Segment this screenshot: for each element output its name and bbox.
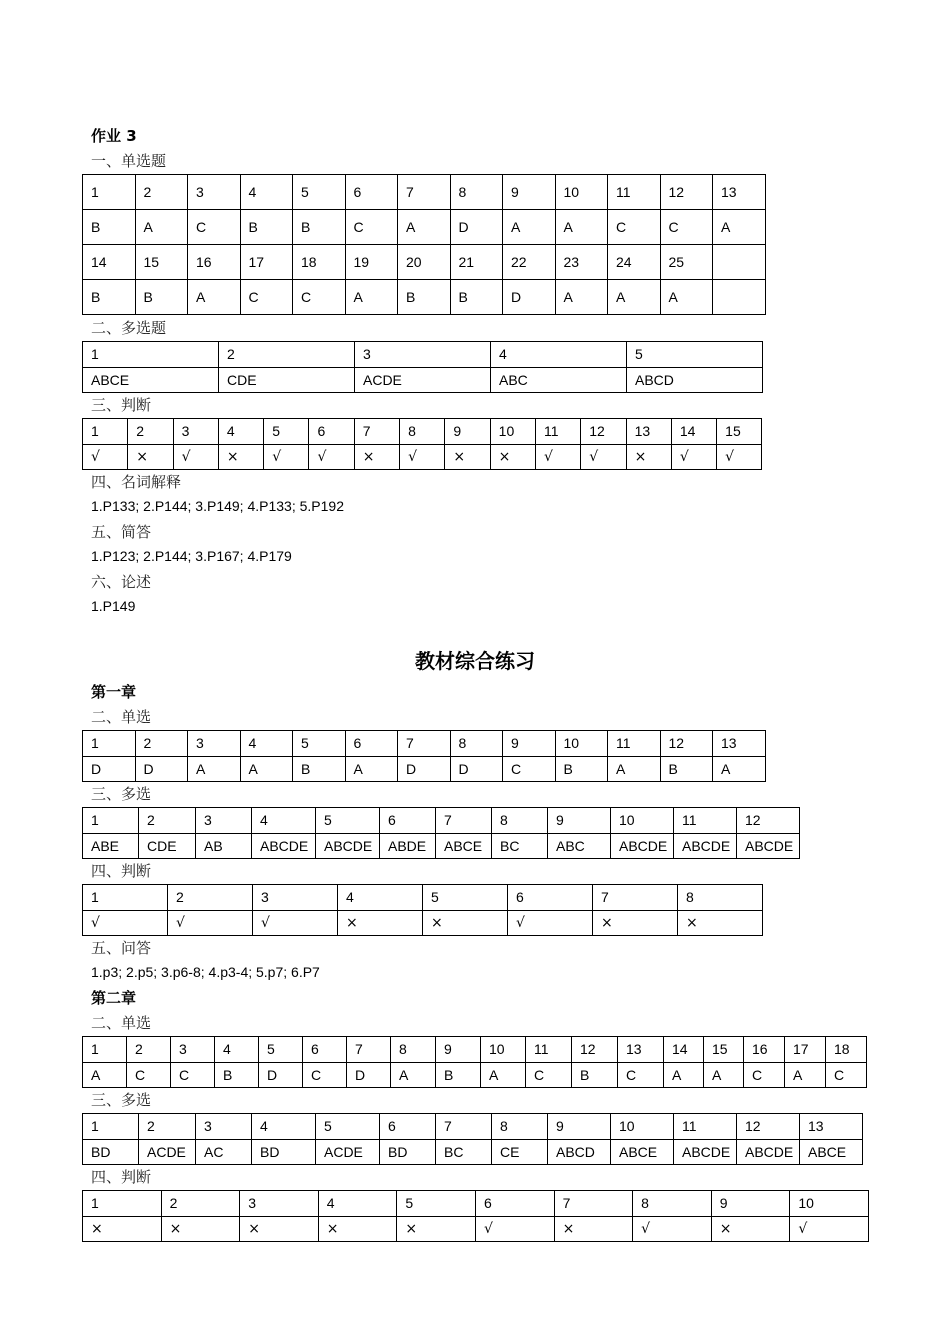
answer-cell: ABCDE	[674, 1139, 737, 1165]
answer-cell: ABCDE	[252, 833, 316, 859]
question-number-cell: 4	[215, 1037, 259, 1063]
question-number-cell: 5	[316, 1114, 380, 1140]
ch2-single-heading: 二、单选	[91, 1014, 152, 1032]
table-row	[83, 210, 766, 245]
table-row	[83, 342, 763, 368]
question-number-cell: 3	[188, 731, 241, 757]
answer-cell: √	[581, 444, 626, 470]
question-number-cell: 14	[83, 245, 136, 280]
answer-cell: D	[347, 1062, 391, 1088]
answer-cell: A	[608, 756, 661, 782]
question-number-cell: 8	[450, 175, 503, 210]
question-number-cell: 20	[398, 245, 451, 280]
answer-cell: √	[790, 1216, 869, 1242]
ch2-multi-table	[82, 1113, 863, 1165]
answer-cell: A	[188, 280, 241, 315]
answer-cell: √	[535, 444, 580, 470]
question-number-cell: 7	[436, 808, 492, 834]
answer-cell: B	[436, 1062, 481, 1088]
answer-cell: C	[345, 210, 398, 245]
answer-cell: √	[633, 1216, 712, 1242]
answer-cell: B	[215, 1062, 259, 1088]
question-number-cell: 11	[526, 1037, 572, 1063]
question-number-cell: 7	[554, 1191, 633, 1217]
question-number-cell: 2	[161, 1191, 240, 1217]
answer-cell: A	[240, 756, 293, 782]
question-number-cell: 13	[618, 1037, 664, 1063]
question-number-cell: 9	[548, 1114, 611, 1140]
answer-cell: B	[398, 280, 451, 315]
question-number-cell: 17	[785, 1037, 826, 1063]
question-number-cell: 6	[508, 885, 593, 911]
question-number-cell: 8	[633, 1191, 712, 1217]
hw3-multi-heading: 二、多选题	[91, 319, 167, 337]
answer-cell: B	[83, 210, 136, 245]
answer-cell: ×	[490, 444, 535, 470]
answer-cell: ABE	[83, 833, 139, 859]
hw3-title: 作业 3	[91, 127, 137, 145]
question-number-cell: 1	[83, 1191, 162, 1217]
table-row	[83, 367, 763, 393]
answer-cell: A	[664, 1062, 704, 1088]
answer-cell: A	[398, 210, 451, 245]
table-row	[83, 245, 766, 280]
question-number-cell: 16	[188, 245, 241, 280]
answer-cell: B	[293, 210, 346, 245]
question-number-cell: 2	[128, 419, 173, 445]
question-number-cell: 2	[139, 808, 196, 834]
question-number-cell: 23	[555, 245, 608, 280]
question-number-cell: 14	[664, 1037, 704, 1063]
hw3-multi-table	[82, 341, 763, 393]
question-number-cell: 4	[240, 731, 293, 757]
question-number-cell: 12	[581, 419, 626, 445]
question-number-cell: 5	[293, 731, 346, 757]
answer-cell: A	[503, 210, 556, 245]
question-number-cell: 1	[83, 1037, 127, 1063]
answer-cell: A	[555, 280, 608, 315]
answer-cell: ×	[354, 444, 399, 470]
question-number-cell: 1	[83, 175, 136, 210]
question-number-cell: 10	[555, 731, 608, 757]
question-number-cell: 15	[704, 1037, 744, 1063]
answer-cell: A	[345, 280, 398, 315]
question-number-cell: 10	[790, 1191, 869, 1217]
answer-cell: B	[135, 280, 188, 315]
table-row	[83, 1216, 869, 1242]
question-number-cell: 5	[627, 342, 763, 368]
hw3-short-heading: 五、简答	[91, 523, 152, 541]
answer-cell: C	[503, 756, 556, 782]
answer-cell: ABCE	[611, 1139, 674, 1165]
answer-cell: CDE	[139, 833, 196, 859]
answer-cell: ACDE	[139, 1139, 196, 1165]
question-number-cell: 7	[436, 1114, 492, 1140]
question-number-cell: 2	[139, 1114, 196, 1140]
ch1-qa-text: 1.p3; 2.p5; 3.p6-8; 4.p3-4; 5.p7; 6.P7	[91, 964, 320, 980]
question-number-cell: 10	[611, 808, 674, 834]
answer-cell: B	[83, 280, 136, 315]
answer-cell: A	[660, 280, 713, 315]
answer-cell: ABCE	[800, 1139, 863, 1165]
table-row	[83, 808, 800, 834]
question-number-cell: 22	[503, 245, 556, 280]
answer-cell: A	[481, 1062, 526, 1088]
question-number-cell: 12	[660, 175, 713, 210]
answer-cell: A	[713, 210, 766, 245]
question-number-cell: 1	[83, 885, 168, 911]
answer-cell: C	[526, 1062, 572, 1088]
question-number-cell: 7	[347, 1037, 391, 1063]
answer-cell: ×	[711, 1216, 790, 1242]
question-number-cell: 5	[264, 419, 309, 445]
question-number-cell: 12	[737, 808, 800, 834]
question-number-cell: 11	[674, 808, 737, 834]
table-row	[83, 1191, 869, 1217]
question-number-cell: 8	[400, 419, 445, 445]
answer-cell: A	[785, 1062, 826, 1088]
table-row	[83, 885, 763, 911]
answer-cell: A	[391, 1062, 436, 1088]
question-number-cell: 8	[492, 808, 548, 834]
hw3-single-heading: 一、单选题	[91, 152, 167, 170]
answer-cell: ×	[318, 1216, 397, 1242]
question-number-cell: 12	[660, 731, 713, 757]
question-number-cell: 4	[338, 885, 423, 911]
question-number-cell: 18	[293, 245, 346, 280]
question-number-cell: 9	[503, 175, 556, 210]
table-row	[83, 1037, 867, 1063]
question-number-cell: 7	[593, 885, 678, 911]
question-number-cell: 11	[608, 175, 661, 210]
answer-cell: √	[83, 444, 128, 470]
answer-cell: √	[671, 444, 716, 470]
answer-cell: √	[168, 910, 253, 936]
hw3-judge-table	[82, 418, 762, 470]
hw3-judge-heading: 三、判断	[91, 396, 152, 414]
table-row	[83, 280, 766, 315]
question-number-cell: 10	[481, 1037, 526, 1063]
question-number-cell: 14	[671, 419, 716, 445]
answer-cell: C	[293, 280, 346, 315]
ch1-single-table	[82, 730, 766, 782]
answer-cell: D	[398, 756, 451, 782]
question-number-cell: 4	[318, 1191, 397, 1217]
answer-cell: D	[135, 756, 188, 782]
question-number-cell: 11	[608, 731, 661, 757]
hw3-short-text: 1.P123; 2.P144; 3.P167; 4.P179	[91, 548, 292, 564]
question-number-cell: 19	[345, 245, 398, 280]
ch2-title: 第二章	[91, 989, 137, 1007]
answer-cell: C	[618, 1062, 664, 1088]
question-number-cell: 8	[492, 1114, 548, 1140]
answer-cell: A	[555, 210, 608, 245]
question-number-cell	[713, 245, 766, 280]
question-number-cell: 6	[380, 1114, 436, 1140]
answer-cell: C	[303, 1062, 347, 1088]
answer-cell: ×	[161, 1216, 240, 1242]
question-number-cell: 2	[127, 1037, 171, 1063]
answer-cell: A	[135, 210, 188, 245]
answer-cell: A	[188, 756, 241, 782]
ch1-single-heading: 二、单选	[91, 708, 152, 726]
question-number-cell: 9	[436, 1037, 481, 1063]
ch1-title: 第一章	[91, 683, 137, 701]
question-number-cell: 5	[316, 808, 380, 834]
question-number-cell: 1	[83, 808, 139, 834]
answer-cell: C	[660, 210, 713, 245]
answer-cell: ABC	[491, 367, 627, 393]
question-number-cell: 2	[135, 175, 188, 210]
answer-cell: ×	[678, 910, 763, 936]
question-number-cell: 8	[678, 885, 763, 911]
table-row	[83, 419, 762, 445]
answer-cell: D	[259, 1062, 303, 1088]
question-number-cell: 6	[303, 1037, 347, 1063]
answer-cell: C	[240, 280, 293, 315]
question-number-cell: 6	[345, 175, 398, 210]
question-number-cell: 3	[196, 1114, 252, 1140]
answer-cell: √	[717, 444, 762, 470]
answer-cell: BC	[436, 1139, 492, 1165]
question-number-cell: 15	[717, 419, 762, 445]
answer-cell: C	[188, 210, 241, 245]
question-number-cell: 9	[503, 731, 556, 757]
question-number-cell: 6	[345, 731, 398, 757]
question-number-cell: 6	[475, 1191, 554, 1217]
table-row	[83, 1062, 867, 1088]
answer-cell: A	[608, 280, 661, 315]
question-number-cell: 6	[380, 808, 436, 834]
answer-cell: ×	[240, 1216, 319, 1242]
answer-cell: A	[345, 756, 398, 782]
answer-cell: BC	[492, 833, 548, 859]
ch1-judge-heading: 四、判断	[91, 862, 152, 880]
answer-cell: ×	[397, 1216, 476, 1242]
question-number-cell: 3	[173, 419, 218, 445]
question-number-cell: 9	[711, 1191, 790, 1217]
question-number-cell: 1	[83, 1114, 139, 1140]
answer-cell: CE	[492, 1139, 548, 1165]
answer-cell: ABDE	[380, 833, 436, 859]
question-number-cell: 10	[555, 175, 608, 210]
question-number-cell: 10	[611, 1114, 674, 1140]
answer-cell: D	[83, 756, 136, 782]
hw3-essay-heading: 六、论述	[91, 573, 152, 591]
question-number-cell: 4	[218, 419, 263, 445]
question-number-cell: 1	[83, 342, 219, 368]
ch2-judge-table	[82, 1190, 869, 1242]
question-number-cell: 24	[608, 245, 661, 280]
table-row	[83, 910, 763, 936]
ch2-multi-heading: 三、多选	[91, 1091, 152, 1109]
answer-cell: √	[83, 910, 168, 936]
answer-cell: C	[127, 1062, 171, 1088]
answer-cell: AB	[196, 833, 252, 859]
answer-cell: √	[253, 910, 338, 936]
table-row	[83, 1114, 863, 1140]
question-number-cell: 4	[252, 808, 316, 834]
answer-cell: C	[171, 1062, 215, 1088]
question-number-cell: 8	[450, 731, 503, 757]
answer-cell: D	[450, 210, 503, 245]
answer-cell: √	[475, 1216, 554, 1242]
answer-cell: B	[660, 756, 713, 782]
table-row	[83, 731, 766, 757]
answer-cell: ABCDE	[674, 833, 737, 859]
question-number-cell: 9	[445, 419, 490, 445]
question-number-cell: 5	[293, 175, 346, 210]
answer-cell: ×	[626, 444, 671, 470]
question-number-cell: 10	[490, 419, 535, 445]
question-number-cell: 9	[548, 808, 611, 834]
question-number-cell: 4	[491, 342, 627, 368]
answer-cell: BD	[380, 1139, 436, 1165]
answer-cell: ABCDE	[737, 1139, 800, 1165]
answer-cell: ×	[338, 910, 423, 936]
question-number-cell: 3	[355, 342, 491, 368]
answer-cell: √	[508, 910, 593, 936]
answer-cell: ×	[593, 910, 678, 936]
question-number-cell: 15	[135, 245, 188, 280]
ch2-single-table	[82, 1036, 867, 1088]
answer-cell: ACDE	[355, 367, 491, 393]
answer-cell: ×	[218, 444, 263, 470]
hw3-terms-text: 1.P133; 2.P144; 3.P149; 4.P133; 5.P192	[91, 498, 344, 514]
answer-cell: CDE	[219, 367, 355, 393]
question-number-cell: 3	[240, 1191, 319, 1217]
question-number-cell: 7	[398, 175, 451, 210]
ch1-multi-table	[82, 807, 800, 859]
answer-cell: √	[309, 444, 354, 470]
question-number-cell: 2	[219, 342, 355, 368]
question-number-cell: 4	[252, 1114, 316, 1140]
answer-cell: ABCDE	[737, 833, 800, 859]
answer-cell: ABCD	[548, 1139, 611, 1165]
page-title: 教材综合练习	[415, 649, 535, 673]
answer-cell: BD	[252, 1139, 316, 1165]
question-number-cell: 5	[397, 1191, 476, 1217]
answer-cell: A	[704, 1062, 744, 1088]
answer-cell: ABC	[548, 833, 611, 859]
question-number-cell: 5	[423, 885, 508, 911]
answer-cell: √	[264, 444, 309, 470]
question-number-cell: 7	[398, 731, 451, 757]
answer-cell: ×	[423, 910, 508, 936]
answer-cell: ACDE	[316, 1139, 380, 1165]
question-number-cell: 12	[572, 1037, 618, 1063]
question-number-cell: 11	[535, 419, 580, 445]
question-number-cell: 5	[259, 1037, 303, 1063]
question-number-cell: 21	[450, 245, 503, 280]
question-number-cell: 13	[626, 419, 671, 445]
question-number-cell: 13	[713, 175, 766, 210]
answer-cell: B	[555, 756, 608, 782]
ch2-judge-heading: 四、判断	[91, 1168, 152, 1186]
answer-cell: B	[293, 756, 346, 782]
table-row	[83, 1139, 863, 1165]
answer-cell: AC	[196, 1139, 252, 1165]
answer-cell: ABCE	[83, 367, 219, 393]
ch1-qa-heading: 五、问答	[91, 939, 152, 957]
question-number-cell: 8	[391, 1037, 436, 1063]
answer-cell: C	[608, 210, 661, 245]
question-number-cell: 3	[253, 885, 338, 911]
answer-cell: √	[400, 444, 445, 470]
ch1-judge-table	[82, 884, 763, 936]
question-number-cell: 25	[660, 245, 713, 280]
question-number-cell: 12	[737, 1114, 800, 1140]
question-number-cell: 2	[135, 731, 188, 757]
answer-cell: ABCDE	[316, 833, 380, 859]
question-number-cell: 11	[674, 1114, 737, 1140]
question-number-cell: 6	[309, 419, 354, 445]
hw3-terms-heading: 四、名词解释	[91, 473, 182, 491]
question-number-cell: 4	[240, 175, 293, 210]
question-number-cell: 3	[196, 808, 252, 834]
question-number-cell: 1	[83, 419, 128, 445]
answer-cell: C	[744, 1062, 785, 1088]
answer-cell: B	[240, 210, 293, 245]
answer-cell: BD	[83, 1139, 139, 1165]
answer-cell: ×	[83, 1216, 162, 1242]
answer-cell: B	[572, 1062, 618, 1088]
answer-cell: ×	[554, 1216, 633, 1242]
answer-cell: D	[450, 756, 503, 782]
question-number-cell: 13	[713, 731, 766, 757]
question-number-cell: 1	[83, 731, 136, 757]
hw3-single-table	[82, 174, 766, 315]
question-number-cell: 16	[744, 1037, 785, 1063]
table-row	[83, 756, 766, 782]
question-number-cell: 17	[240, 245, 293, 280]
answer-cell: D	[503, 280, 556, 315]
table-row	[83, 175, 766, 210]
answer-cell: ABCD	[627, 367, 763, 393]
answer-cell: A	[713, 756, 766, 782]
question-number-cell: 7	[354, 419, 399, 445]
answer-cell: C	[826, 1062, 867, 1088]
table-row	[83, 444, 762, 470]
question-number-cell: 3	[188, 175, 241, 210]
question-number-cell: 18	[826, 1037, 867, 1063]
table-row	[83, 833, 800, 859]
hw3-essay-text: 1.P149	[91, 598, 136, 614]
answer-cell: A	[83, 1062, 127, 1088]
ch1-multi-heading: 三、多选	[91, 785, 152, 803]
answer-cell: ×	[445, 444, 490, 470]
answer-cell	[713, 280, 766, 315]
question-number-cell: 2	[168, 885, 253, 911]
answer-cell: B	[450, 280, 503, 315]
answer-cell: ABCE	[436, 833, 492, 859]
question-number-cell: 13	[800, 1114, 863, 1140]
answer-cell: ×	[128, 444, 173, 470]
answer-cell: √	[173, 444, 218, 470]
answer-cell: ABCDE	[611, 833, 674, 859]
question-number-cell: 3	[171, 1037, 215, 1063]
